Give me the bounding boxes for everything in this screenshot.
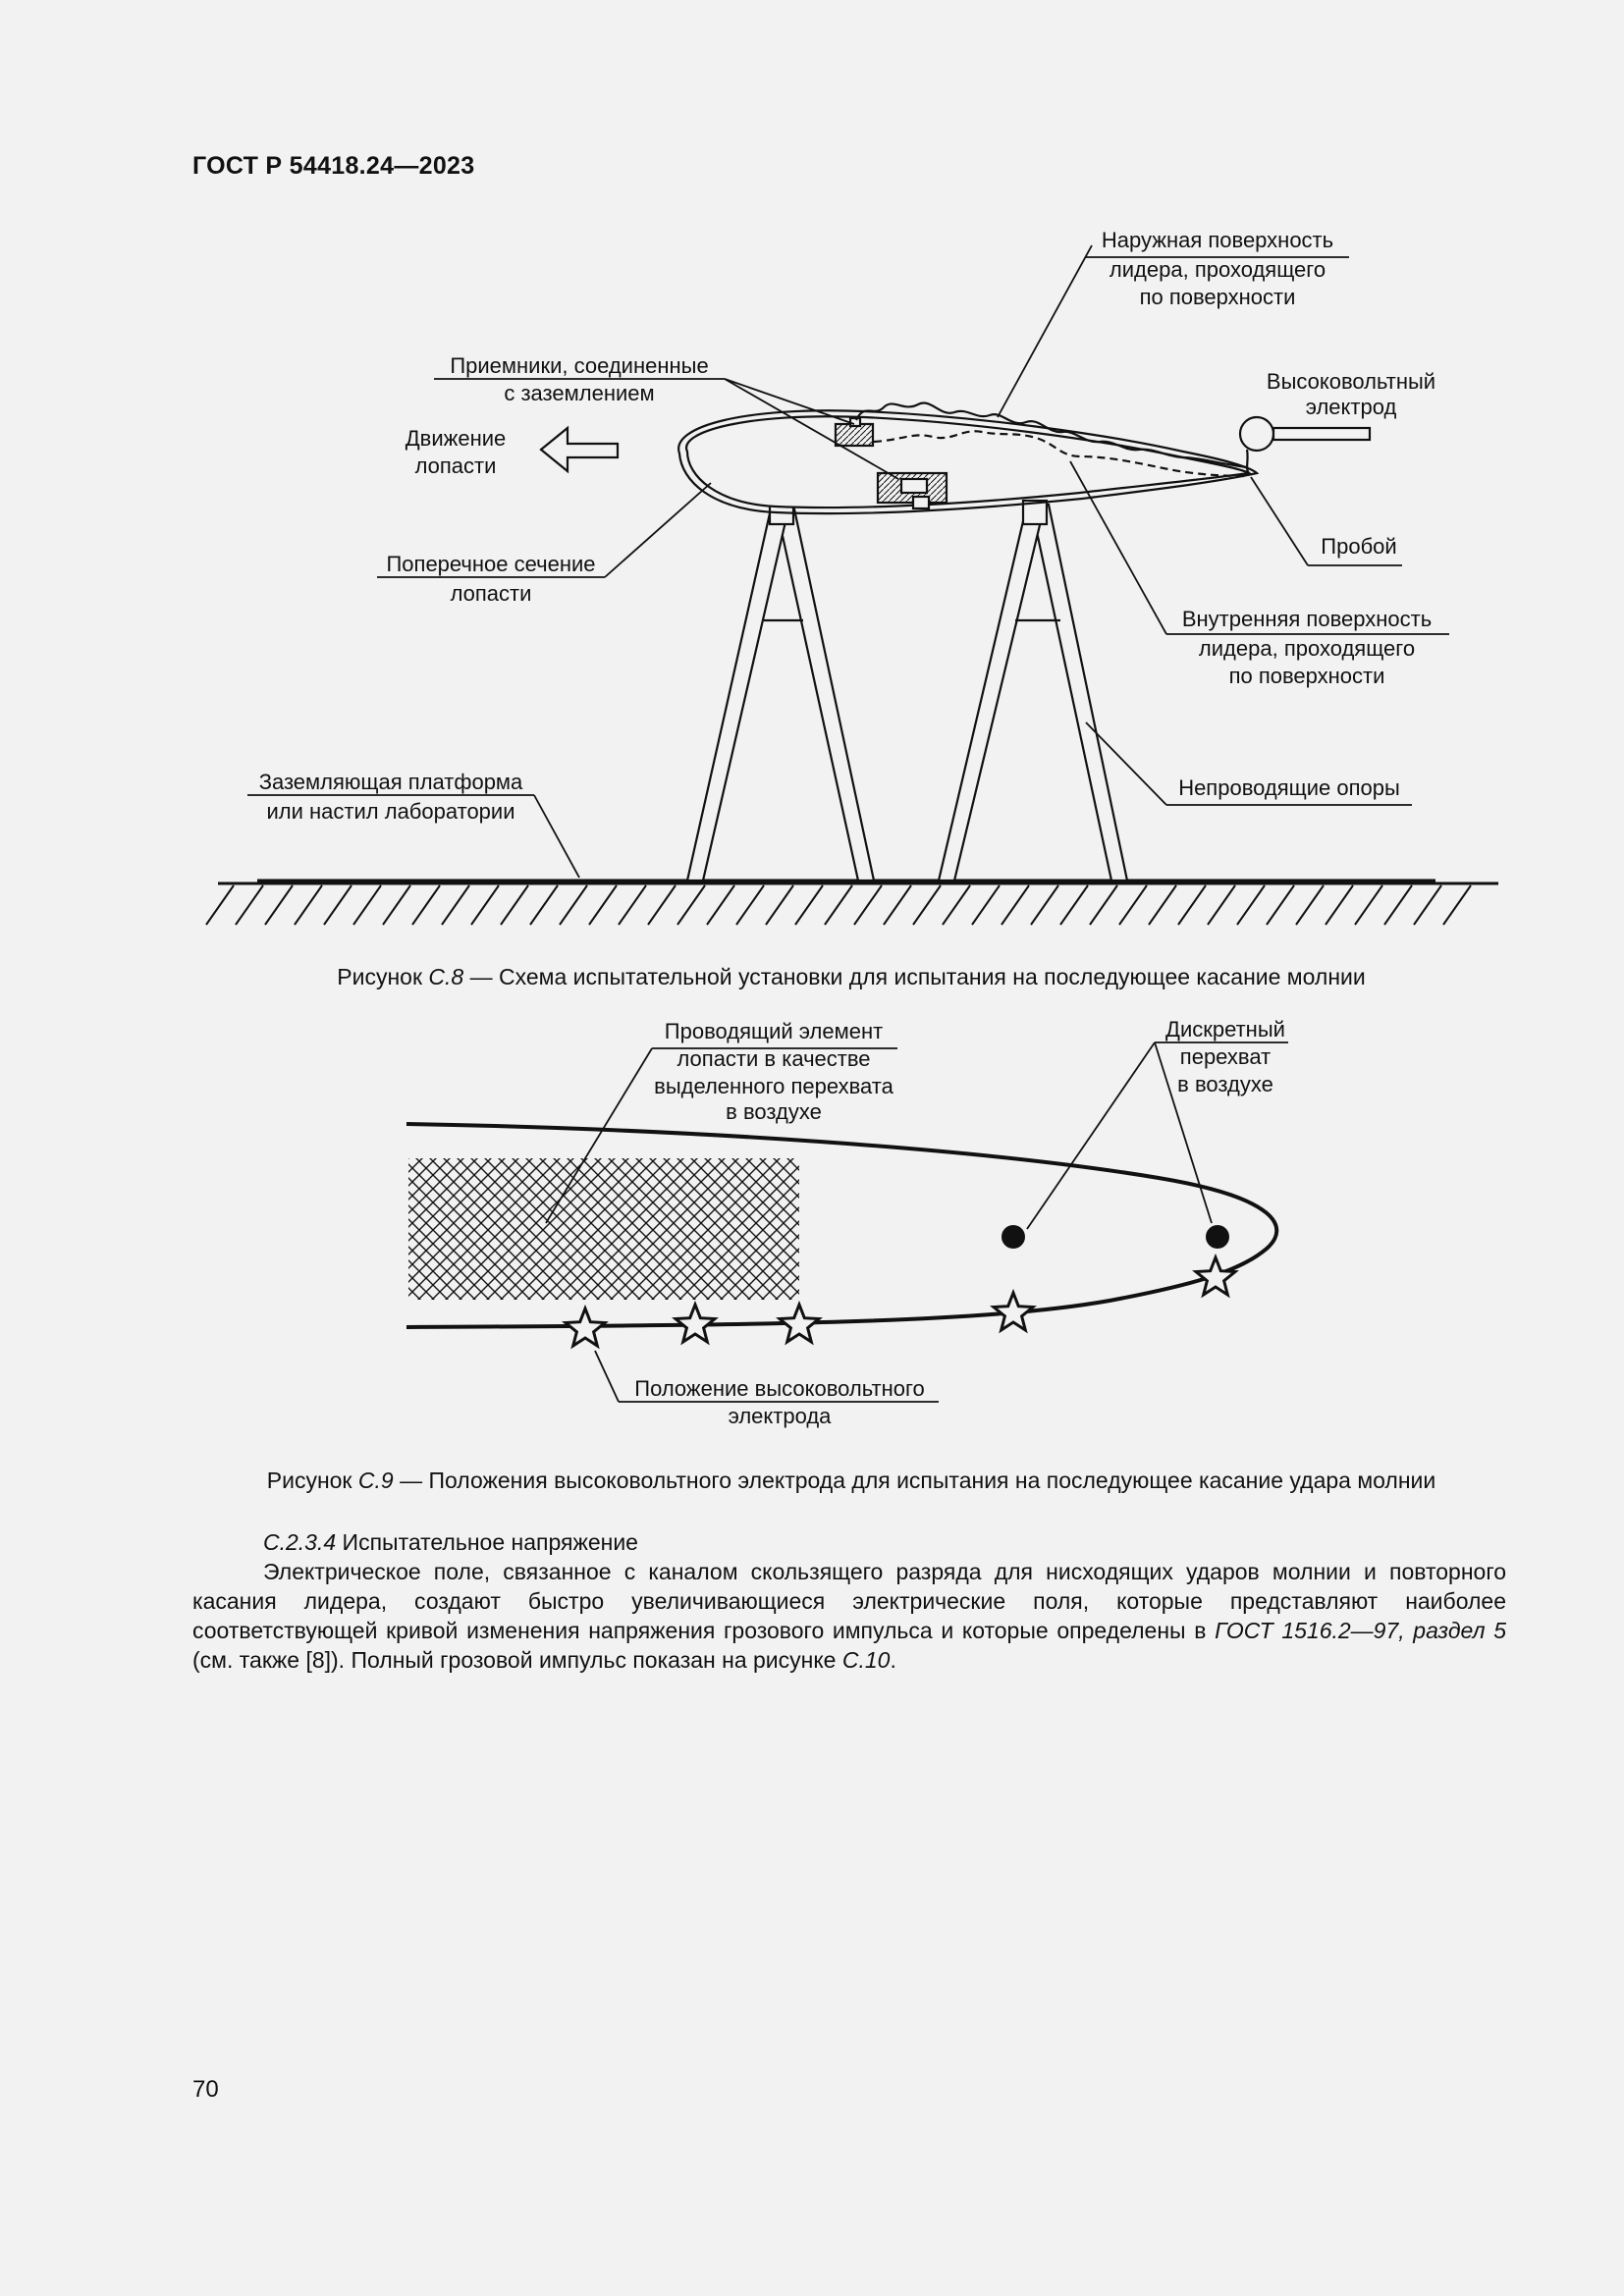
label-receivers-2: с заземлением — [504, 381, 655, 405]
section-body: Электрическое поле, связанное с каналом скользящего разряда для нисходящих ударов молнии и повторного касания лидера, создают быстро увеличивающиеся электрические поля, которые представляют наиболее соответствующей кривой изменения напряжения грозового импульса и которые определены в ГОСТ 1516.2—97, раздел 5 (см. также [8]). Полный грозовой импульс показан на рисунке С.10. — [192, 1559, 1506, 1673]
page-number: 70 — [192, 2076, 219, 2103]
label-discrete-2: перехват — [1179, 1044, 1272, 1069]
label-inner-surface-3: по поверхности — [1228, 664, 1385, 688]
label-inner-surface-2: лидера, проходящего — [1198, 636, 1416, 661]
section-title: С.2.3.4 Испытательное напряжение — [263, 1529, 638, 1555]
hv-electrode-rod — [1273, 428, 1370, 440]
label-inner-surface-1: Внутренняя поверхность — [1181, 607, 1433, 631]
label-blade-motion-2: лопасти — [414, 454, 497, 478]
document-header: ГОСТ Р 54418.24—2023 — [192, 152, 475, 180]
label-ground-platform-1: Заземляющая платформа — [258, 770, 523, 794]
ground-hatching — [206, 885, 1471, 925]
label-ground-platform-2: или настил лаборатории — [266, 799, 515, 824]
blade-motion-arrow — [541, 428, 618, 471]
hv-electrode-ball — [1240, 417, 1273, 451]
label-conductive-1: Проводящий элемент — [664, 1019, 884, 1043]
label-breakdown: Пробой — [1321, 534, 1397, 559]
label-outer-surface-1: Наружная поверхность — [1101, 228, 1334, 252]
label-conductive-4: в воздухе — [726, 1099, 822, 1124]
support-right — [939, 501, 1127, 881]
figure-c8-labels — [259, 228, 1435, 824]
label-hv-electrode-1: Высоковольтный — [1266, 369, 1436, 394]
label-supports: Непроводящие опоры — [1178, 775, 1400, 800]
label-conductive-3: выделенного перехвата — [654, 1074, 893, 1098]
discrete-receptor-1 — [1001, 1225, 1025, 1249]
conductive-element-hatched — [408, 1158, 799, 1300]
receiver-top — [836, 424, 873, 446]
figure-c8-caption: Рисунок С.8 — Схема испытательной установки для испытания на последующее касание молнии — [337, 964, 1366, 989]
label-conductive-2: лопасти в качестве — [677, 1046, 871, 1071]
support-left — [687, 501, 874, 881]
hv-electrode-star-4 — [994, 1293, 1033, 1330]
label-blade-motion-1: Движение — [405, 426, 507, 451]
label-outer-surface-3: по поверхности — [1139, 285, 1296, 309]
discrete-receptor-2 — [1206, 1225, 1229, 1249]
label-receivers-1: Приемники, соединенные — [450, 353, 709, 378]
label-discrete-3: в воздухе — [1177, 1072, 1273, 1096]
label-hv-position-2: электрода — [728, 1404, 832, 1428]
hv-electrode-star-1 — [566, 1308, 605, 1346]
blade-outline — [686, 416, 1249, 507]
hv-electrode-star-5 — [1196, 1257, 1235, 1295]
label-discrete-1: Дискретный — [1165, 1017, 1285, 1041]
label-cross-section-2: лопасти — [450, 581, 532, 606]
label-cross-section-1: Поперечное сечение — [386, 552, 596, 576]
label-hv-position-1: Положение высоковольтного — [634, 1376, 925, 1401]
label-hv-electrode-2: электрод — [1305, 395, 1397, 419]
figure-c9-caption: Рисунок С.9 — Положения высоковольтного электрода для испытания на последующее касание удара молнии — [266, 1468, 1436, 1493]
hv-electrode-star-2 — [676, 1305, 715, 1342]
label-outer-surface-2: лидера, проходящего — [1109, 257, 1326, 282]
hv-electrode-star-3 — [780, 1305, 819, 1342]
